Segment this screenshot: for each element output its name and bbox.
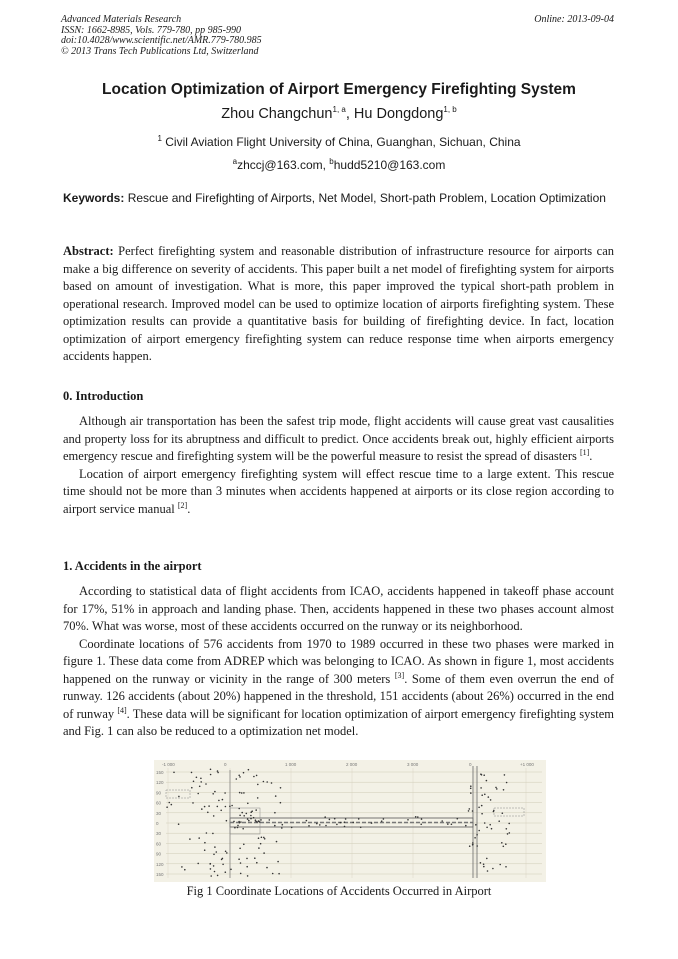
y-tick-label: 120 — [156, 780, 164, 786]
accident-point — [381, 820, 383, 822]
accident-point — [505, 843, 507, 845]
accident-point — [325, 825, 327, 827]
accident-point — [204, 842, 206, 844]
accident-point — [254, 857, 256, 859]
accident-point — [213, 854, 215, 856]
accident-point — [336, 824, 338, 826]
accident-point — [192, 802, 194, 804]
accident-point — [493, 810, 495, 812]
accident-point — [239, 848, 241, 850]
accident-point — [206, 832, 208, 834]
accident-point — [483, 774, 485, 776]
accident-point — [178, 796, 180, 798]
paragraph-text: . These data will be significant for location optimization of airport emergency firefighting system and Fig. 1 can also be reduced to a optimization net model. — [63, 706, 614, 738]
accident-point — [472, 810, 474, 812]
accident-point — [237, 827, 239, 829]
accident-point — [220, 810, 222, 812]
paragraph-text: Coordinate locations of 576 accidents from 1970 to 1989 occurred in these two phases were marked in figure 1. These data come from ADREP which was belonging to ICAO. As shown in figure 1, most accidents happened on the runway or vicinity in the range of 300 meters — [63, 636, 614, 686]
section-0-body — [63, 413, 614, 518]
accident-point — [199, 786, 201, 788]
accident-point — [236, 778, 238, 780]
accident-point — [205, 783, 207, 785]
accident-point — [481, 813, 483, 815]
accident-point — [208, 805, 210, 807]
accident-point — [277, 861, 279, 863]
accident-point — [276, 841, 278, 843]
accident-point — [324, 816, 326, 818]
journal-doi: doi:10.4028/www.scientific.net/AMR.779-780.985 — [61, 35, 262, 46]
accident-point — [306, 820, 308, 822]
journal-issn: ISSN: 1662-8985, Vols. 779-780, pp 985-990 — [61, 24, 241, 36]
accident-point — [240, 862, 242, 864]
y-tick-label: 120 — [156, 861, 164, 867]
accident-point — [340, 822, 342, 824]
accident-point — [217, 772, 219, 774]
accident-point — [225, 871, 227, 873]
accident-point — [319, 824, 321, 826]
accident-point — [209, 863, 211, 865]
accident-point — [226, 820, 228, 822]
affiliation — [0, 135, 678, 149]
section-1-heading: 1. Accidents in the airport — [63, 559, 202, 573]
accident-point — [269, 819, 271, 821]
accident-point — [484, 822, 486, 824]
accident-point — [222, 799, 224, 801]
accident-point — [476, 834, 478, 836]
accident-point — [247, 818, 249, 820]
accident-point — [503, 789, 505, 791]
accident-point — [246, 858, 248, 860]
citation-ref: [2] — [177, 500, 188, 510]
accident-point — [240, 821, 242, 823]
accident-point — [447, 823, 449, 825]
accident-point — [246, 866, 248, 868]
paragraph-text: Location of airport emergency firefighting system will effect rescue time to a large extent. This rescue time should not be more than 3 minutes when accidents happened at airports or its close region according to airport service manual — [63, 466, 614, 516]
citation-ref: [3] — [394, 670, 405, 680]
accident-point — [213, 815, 215, 817]
accident-point — [239, 815, 241, 817]
journal-name: Advanced Materials Research — [61, 14, 182, 25]
section-0-paragraph-2 — [63, 466, 614, 519]
accident-point — [166, 806, 168, 808]
accident-point — [465, 825, 467, 827]
accident-point — [470, 792, 472, 794]
y-tick-label: 30 — [156, 831, 162, 837]
accident-point — [484, 794, 486, 796]
accident-point — [238, 775, 240, 777]
accident-point — [210, 774, 212, 776]
accident-point — [217, 770, 219, 772]
accident-point — [239, 776, 241, 778]
accident-point — [238, 808, 240, 810]
abstract-label: Abstract: — [63, 244, 114, 258]
y-tick-label: 150 — [156, 872, 164, 877]
accident-point — [226, 852, 228, 854]
accident-point — [282, 824, 284, 826]
accident-point — [250, 815, 252, 817]
accident-point — [415, 816, 417, 818]
accident-point — [506, 782, 508, 784]
accident-point — [253, 776, 255, 778]
paragraph-end: . — [589, 449, 593, 463]
accident-point — [191, 787, 193, 789]
accident-point — [274, 812, 276, 814]
accident-point — [474, 837, 476, 839]
accident-point — [334, 818, 336, 820]
accident-point — [281, 827, 283, 829]
y-tick-label: 60 — [156, 800, 162, 806]
accident-point — [213, 865, 215, 867]
accident-point — [470, 788, 472, 790]
accident-point — [266, 867, 268, 869]
accident-point — [247, 875, 249, 877]
accident-point — [250, 818, 252, 820]
accident-point — [253, 817, 255, 819]
accident-point — [237, 825, 239, 827]
accident-point — [238, 821, 240, 823]
y-tick-label: 150 — [156, 770, 164, 775]
section-0-paragraph-1 — [63, 413, 614, 466]
accident-point — [243, 772, 245, 774]
accident-point — [197, 863, 199, 865]
author-emails — [0, 158, 678, 172]
x-tick-label: 0 — [469, 762, 472, 767]
accident-point — [204, 806, 206, 808]
y-tick-label: 0 — [156, 821, 159, 826]
accident-point — [255, 809, 257, 811]
accident-point — [486, 827, 488, 829]
accident-point — [189, 838, 191, 840]
accident-point — [224, 792, 226, 794]
accident-point — [469, 845, 471, 847]
accident-point — [231, 805, 233, 807]
accident-point — [242, 828, 244, 830]
keywords-text: Rescue and Firefighting of Airports, Net Model, Short-path Problem, Location Optimization — [124, 191, 606, 205]
accident-point — [246, 813, 248, 815]
accident-point — [196, 777, 198, 779]
abstract — [63, 243, 614, 366]
accident-point — [214, 846, 216, 848]
accident-point — [329, 819, 331, 821]
email-b-mark: b — [329, 157, 334, 166]
accident-point — [258, 821, 260, 823]
accident-point — [501, 842, 503, 844]
accident-point — [507, 833, 509, 835]
accident-point — [247, 803, 249, 805]
accident-point — [308, 825, 310, 827]
accident-point — [478, 807, 480, 809]
accident-point — [181, 866, 183, 868]
paragraph-end: . — [187, 501, 191, 516]
accident-point — [278, 873, 280, 875]
accident-point — [225, 806, 227, 808]
accident-point — [481, 774, 483, 776]
accident-point — [481, 794, 483, 796]
accident-point — [495, 787, 497, 789]
accident-point — [238, 858, 240, 860]
accident-point — [201, 808, 203, 810]
accident-point — [480, 787, 482, 789]
accident-point — [274, 825, 276, 827]
accident-point — [352, 822, 354, 824]
accident-point — [487, 870, 489, 872]
accident-point — [178, 823, 180, 825]
email-a-mark: a — [232, 157, 238, 166]
author-list — [0, 106, 678, 122]
affiliation-mark: 1 — [157, 134, 162, 143]
accident-point — [264, 838, 266, 840]
accident-point — [243, 815, 245, 817]
keywords-label: Keywords: — [63, 191, 125, 205]
accident-point — [505, 866, 507, 868]
accident-point — [480, 862, 482, 864]
accident-point — [502, 812, 504, 814]
accident-point — [491, 828, 493, 830]
accident-point — [451, 824, 453, 826]
email-b: hudd5210@163.com — [333, 158, 446, 172]
accident-point — [256, 862, 258, 864]
keywords — [63, 190, 614, 207]
accident-point — [468, 810, 470, 812]
accident-point — [469, 808, 471, 810]
x-tick-label: 1 000 — [285, 762, 297, 767]
section-1-paragraph-2 — [63, 636, 614, 741]
accident-point — [417, 816, 419, 818]
accident-point — [229, 806, 231, 808]
accident-point — [200, 781, 202, 783]
accident-point — [275, 795, 277, 797]
accident-point — [256, 775, 258, 777]
accident-point — [499, 864, 501, 866]
accident-point — [198, 837, 200, 839]
accident-point — [241, 792, 243, 794]
citation-ref: [4] — [117, 705, 127, 715]
accident-point — [421, 818, 423, 820]
accident-point — [225, 851, 227, 853]
accident-point — [207, 812, 209, 814]
accident-point — [263, 781, 265, 783]
abstract-text: Perfect firefighting system and reasonable distribution of infrastructure resource for airports can make a big difference on severity of accidents. This paper built a net model of firefighting system for airports based on amount of investigation. What is more, this paper improved the typical short-path problem in operational research. Improved model can be used to optimize location of airports firefighting system. These optimization results can provide a quantitative basis for building of firefighting device. In fact, location optimization of airport emergency firefighting system can reduce response time when airports emergency accidents happen. — [63, 244, 614, 363]
citation-ref: [1] — [579, 447, 590, 457]
accident-point — [407, 819, 409, 821]
accident-point — [191, 772, 193, 774]
accident-point — [257, 797, 259, 799]
x-tick-label: 3 000 — [407, 762, 419, 767]
accident-point — [383, 818, 385, 820]
accident-point — [200, 778, 202, 780]
y-tick-label: 60 — [156, 841, 162, 847]
y-tick-label: 90 — [156, 790, 162, 796]
author-separator: , — [345, 106, 354, 122]
accident-point — [214, 871, 216, 873]
accident-point — [280, 787, 282, 789]
accident-point — [272, 873, 274, 875]
accident-point — [344, 826, 346, 828]
accident-point — [234, 827, 236, 829]
journal-copyright: © 2013 Trans Tech Publications Ltd, Switzerland — [61, 45, 259, 57]
accident-point — [475, 824, 477, 826]
accident-point — [470, 785, 472, 787]
author-2-affil: 1, b — [443, 105, 457, 115]
accident-point — [258, 837, 260, 839]
section-1-paragraph-1: According to statistical data of flight accidents from ICAO, accidents happened in takeoff phase account for 17%, 51% in approach and landing phase. Then, accidents happened in these two phases account almost 70%. What was worse, most of these accidents occurred on the runway or its neighborhood. — [63, 584, 614, 633]
accident-point — [345, 818, 347, 820]
author-2: Hu Dongdong — [353, 106, 444, 122]
paragraph-text: Although air transportation has been the safest trip mode, flight accidents will cause great vast causalities and property loss for its abruptness and difficult to predict. Once accidents break out, highly efficient airports emergency rescue and firefighting system will be the powerful measure to resist the spread of disasters — [63, 414, 614, 463]
accident-point — [371, 822, 373, 824]
accident-point — [248, 820, 250, 822]
y-tick-label: 90 — [156, 851, 162, 857]
accident-point — [230, 869, 232, 871]
accident-point — [490, 799, 492, 801]
accident-point — [258, 847, 260, 849]
accident-point — [488, 796, 490, 798]
accident-point — [344, 821, 346, 823]
accident-point — [212, 793, 214, 795]
accident-point — [489, 824, 491, 826]
online-date: Online: 2013-09-04 — [534, 14, 614, 25]
accident-point — [171, 804, 173, 806]
accident-point — [241, 812, 243, 814]
author-1-affil: 1, a — [332, 105, 346, 115]
accident-point — [492, 868, 494, 870]
accident-point — [218, 800, 220, 802]
accident-point — [472, 842, 474, 844]
accident-point — [210, 868, 212, 870]
accident-point — [210, 875, 212, 877]
accident-point — [441, 820, 443, 822]
accident-point — [486, 780, 488, 782]
accident-point — [193, 781, 195, 783]
journal-header — [61, 15, 262, 57]
accident-point — [266, 781, 268, 783]
accident-point — [240, 873, 242, 875]
paper-title: Location Optimization of Airport Emergency Firefighting System — [102, 81, 576, 98]
accident-point — [233, 821, 235, 823]
accident-point — [255, 821, 257, 823]
accident-point — [212, 833, 214, 835]
accident-point — [217, 875, 219, 877]
accident-point — [222, 864, 224, 866]
accident-point — [508, 823, 510, 825]
accident-point — [472, 844, 474, 846]
accident-point — [216, 851, 218, 853]
x-tick-label: +1 000 — [520, 762, 534, 767]
accident-point — [457, 818, 459, 820]
accident-point — [316, 823, 318, 825]
accident-point — [483, 863, 485, 865]
accident-point — [263, 837, 265, 839]
accident-point — [248, 769, 250, 771]
accident-point — [214, 791, 216, 793]
accident-point — [420, 824, 422, 826]
accident-point — [478, 830, 480, 832]
accident-point — [184, 869, 186, 871]
accident-point — [243, 792, 245, 794]
accident-point — [261, 837, 263, 839]
accident-point — [503, 846, 505, 848]
accident-point — [243, 844, 245, 846]
accident-point — [504, 774, 506, 776]
accident-point — [221, 859, 223, 861]
x-tick-label: 0 — [224, 762, 227, 767]
accident-point — [251, 810, 253, 812]
accident-point — [239, 792, 241, 794]
x-tick-label: 2 000 — [346, 762, 358, 767]
x-tick-label: -1 000 — [162, 762, 175, 767]
accident-point — [173, 772, 175, 774]
section-1-body — [63, 583, 614, 741]
accident-point — [291, 827, 293, 829]
accident-point — [498, 820, 500, 822]
accident-location-figure — [154, 760, 546, 882]
paragraph-text: . Some of them even overrun the end of runway. 126 accidents (about 20%) happened in the threshold, 151 accidents (about 26%) occurred in the end of runway — [63, 671, 614, 721]
accident-point — [263, 852, 265, 854]
email-a: zhccj@163.com, — [237, 158, 330, 172]
accident-point — [271, 782, 273, 784]
author-1: Zhou Changchun — [221, 106, 333, 122]
accident-point — [260, 819, 262, 821]
accident-point — [476, 845, 478, 847]
accident-point — [509, 832, 511, 834]
accident-point — [260, 843, 262, 845]
accident-point — [257, 784, 259, 786]
accident-point — [483, 866, 485, 868]
accident-point — [210, 769, 212, 771]
affiliation-text: Civil Aviation Flight University of China, Guanghan, Sichuan, China — [161, 135, 521, 149]
accident-point — [360, 827, 362, 829]
accident-point — [506, 828, 508, 830]
figure-caption: Fig 1 Coordinate Locations of Accidents Occurred in Airport — [186, 884, 492, 898]
accident-point — [169, 802, 171, 804]
accident-point — [204, 849, 206, 851]
accident-point — [217, 806, 219, 808]
accident-point — [481, 805, 483, 807]
accident-point — [280, 802, 282, 804]
y-tick-label: 30 — [156, 810, 162, 816]
section-0-heading: 0. Introduction — [63, 389, 144, 403]
accident-point — [358, 818, 360, 820]
accident-point — [197, 793, 199, 795]
accident-point — [486, 858, 488, 860]
accident-point — [496, 788, 498, 790]
